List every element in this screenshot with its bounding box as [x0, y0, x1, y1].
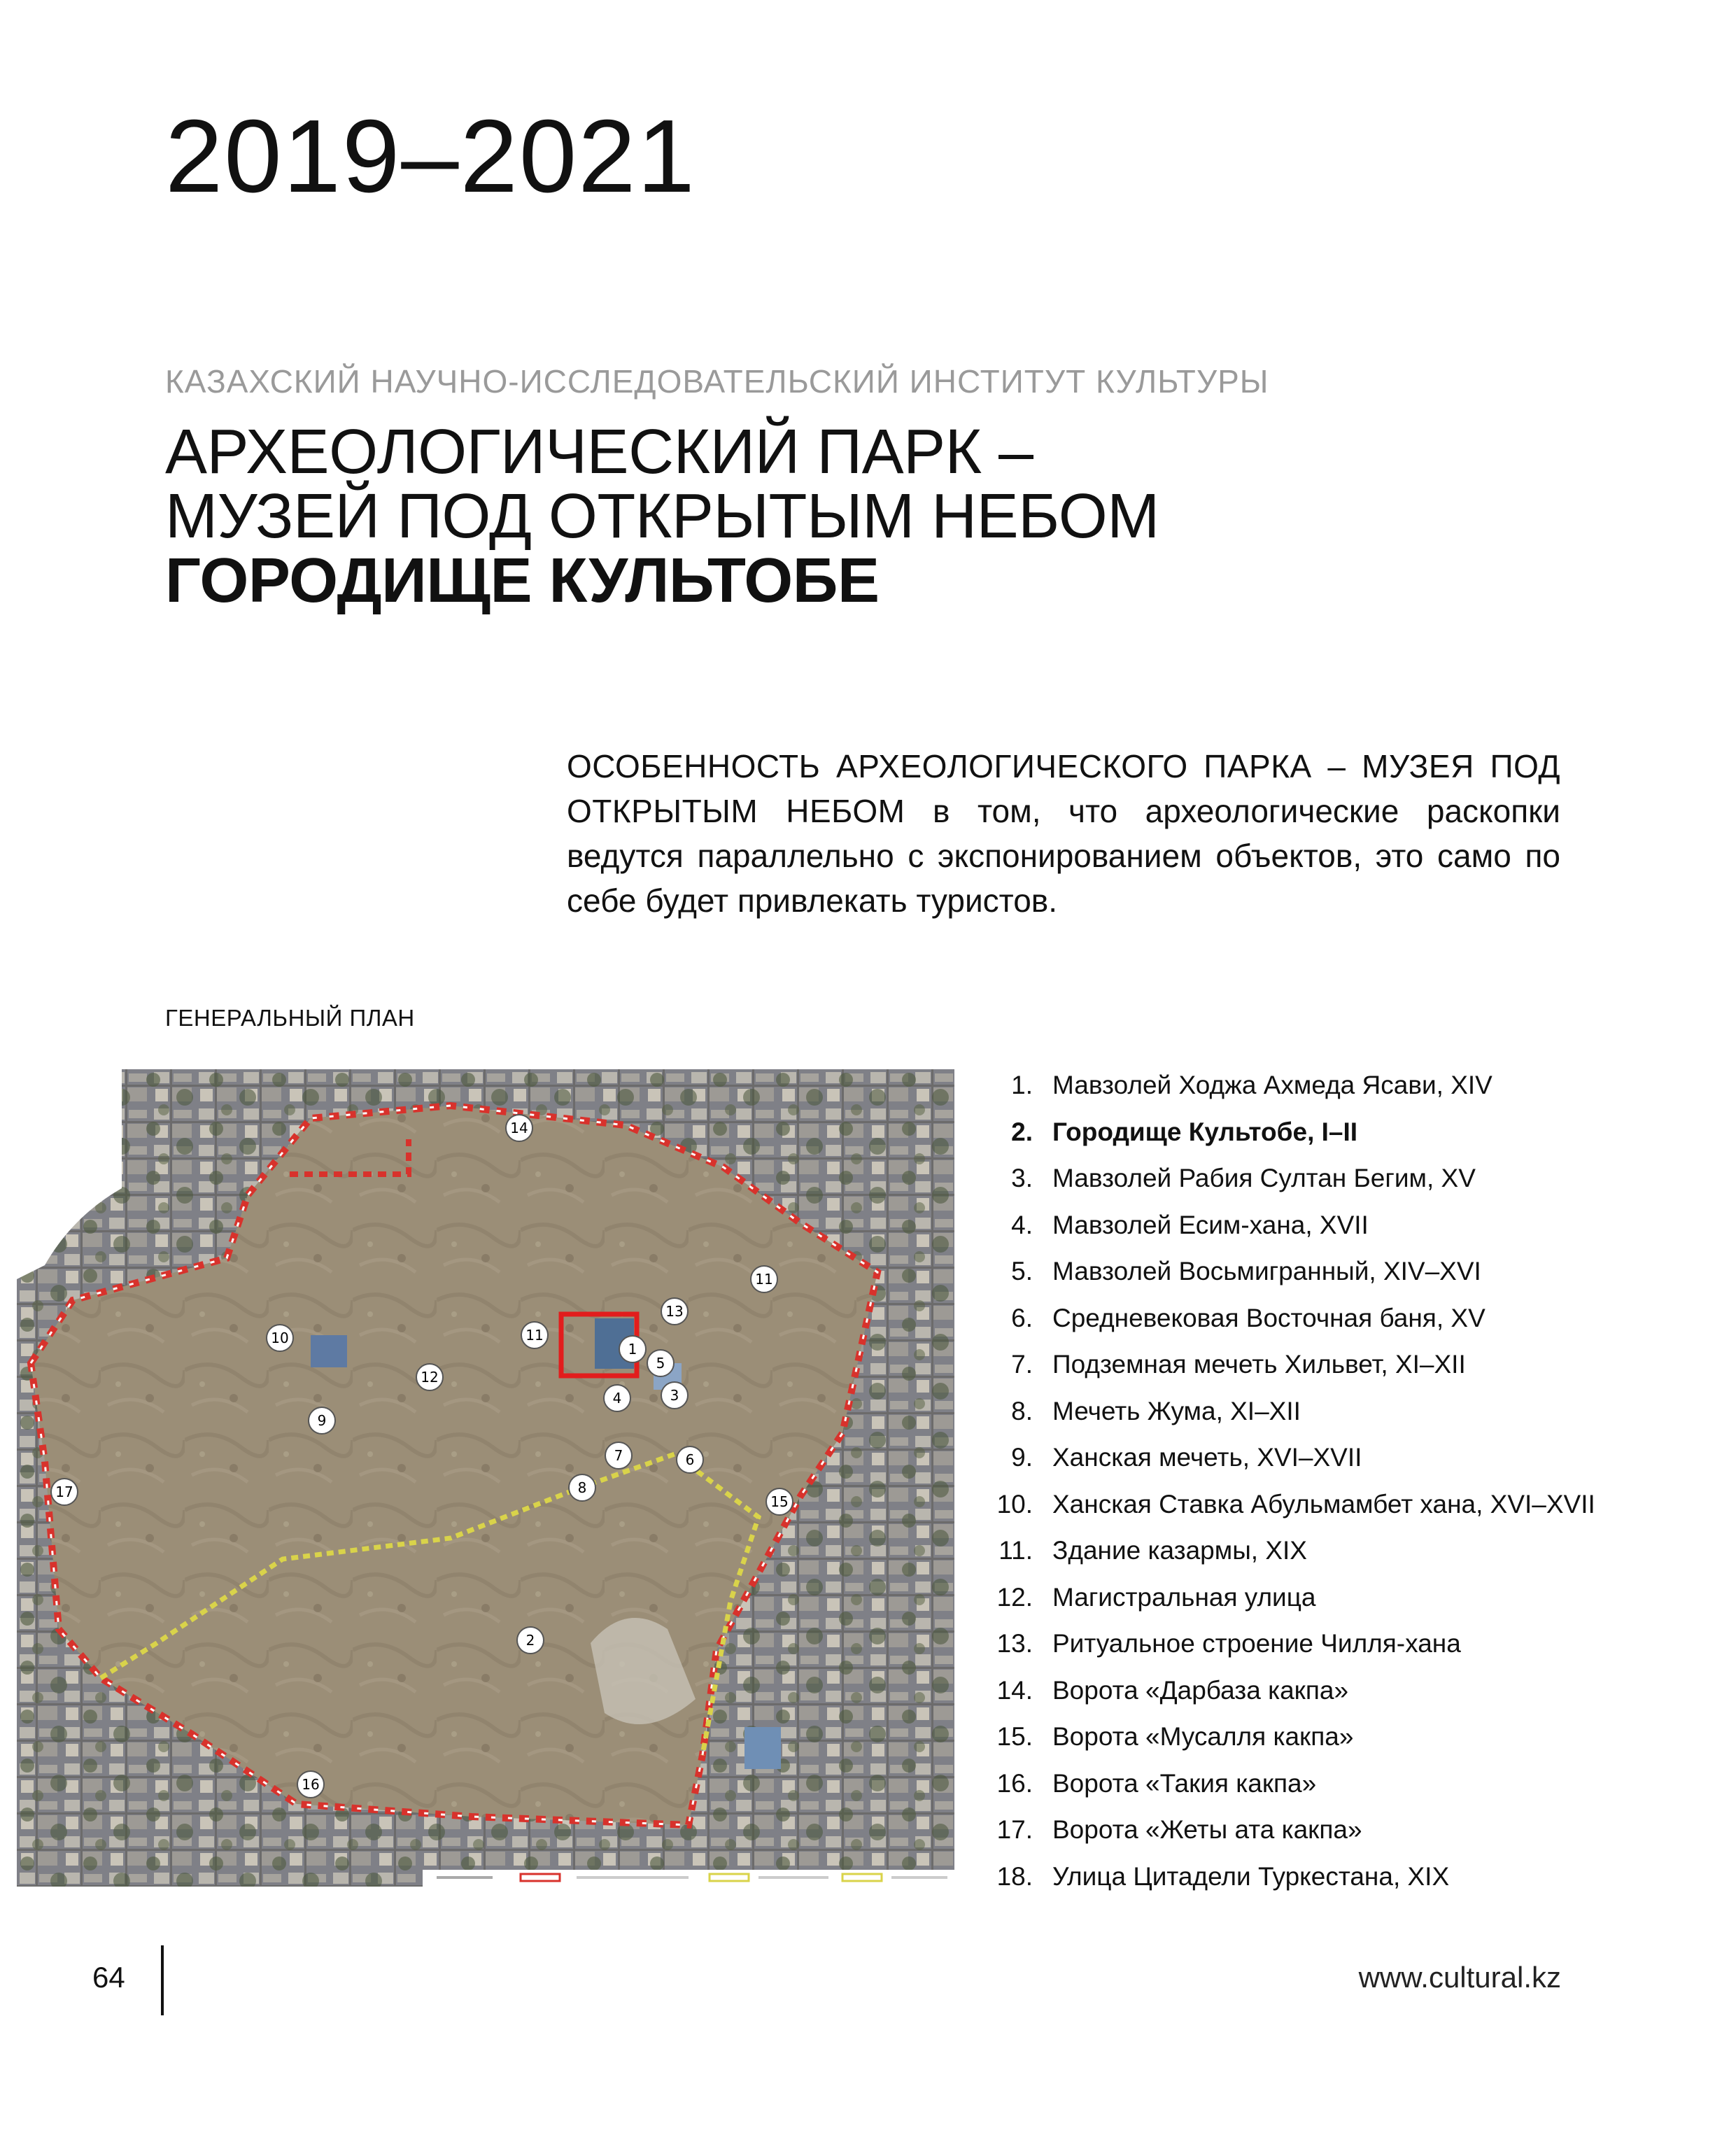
legend-num: 5. [1011, 1257, 1033, 1285]
marker-8[interactable] [569, 1474, 595, 1501]
legend-label: Улица Цитадели Туркестана, XIX [1052, 1861, 1450, 1891]
marker-17[interactable] [51, 1479, 78, 1505]
legend-num: 6. [1011, 1303, 1033, 1332]
marker-17-label: 17 [55, 1484, 73, 1500]
legend-item [982, 1574, 1595, 1621]
legend-num: 17. [996, 1815, 1033, 1844]
marker-11a[interactable] [751, 1266, 777, 1292]
lead-text: в том, что археологические раскопки ведутся параллельно с экспонированием объектов, это само по себе будет привлекать туристов. [567, 793, 1560, 919]
legend-item [982, 1854, 1595, 1901]
legend-label: Ханская мечеть, XVI–XVII [1052, 1443, 1362, 1472]
legend-label: Подземная мечеть Хильвет, XI–XII [1052, 1350, 1466, 1379]
article-title [165, 417, 1159, 616]
legend-num: 13. [996, 1629, 1033, 1658]
marker-2-label: 2 [525, 1632, 535, 1649]
legend-item [982, 1202, 1595, 1249]
marker-5-label: 5 [656, 1355, 665, 1372]
marker-1[interactable] [619, 1336, 646, 1362]
legend-label: Средневековая Восточная баня, XV [1052, 1303, 1486, 1332]
marker-9[interactable] [309, 1407, 335, 1434]
legend-num: 2. [1011, 1117, 1033, 1146]
legend-item [982, 1295, 1595, 1342]
legend-num: 16. [996, 1768, 1033, 1798]
marker-15-label: 15 [770, 1493, 789, 1510]
marker-3-label: 3 [670, 1387, 679, 1404]
legend-label: Ворота «Мусалля какпа» [1052, 1722, 1354, 1751]
legend-item [982, 1388, 1595, 1435]
legend-label: Ворота «Жеты ата какпа» [1052, 1815, 1362, 1844]
legend-num: 1. [1011, 1071, 1033, 1099]
legend-num: 8. [1011, 1396, 1033, 1425]
legend-item [982, 1062, 1595, 1109]
title-line-2: МУЗЕЙ ПОД ОТКРЫТЫМ НЕБОМ [165, 481, 1159, 551]
legend-item [982, 1714, 1595, 1761]
legend-item [982, 1435, 1595, 1481]
marker-8-label: 8 [577, 1479, 587, 1496]
marker-6-label: 6 [685, 1451, 695, 1468]
legend-item [982, 1341, 1595, 1388]
lead-caps: ОСОБЕННОСТЬ АРХЕОЛОГИЧЕСКОГО ПАРКА – МУЗЕЯ ПОД ОТКРЫТЫМ НЕБОМ [567, 748, 1560, 829]
legend-label: Мавзолей Ходжа Ахмеда Ясави, XIV [1052, 1071, 1492, 1099]
marker-13-label: 13 [665, 1303, 684, 1320]
marker-1-label: 1 [628, 1341, 637, 1358]
legend-num: 9. [1011, 1443, 1033, 1472]
plan-caption: ГЕНЕРАЛЬНЫЙ ПЛАН [165, 1005, 415, 1031]
marker-13[interactable] [661, 1298, 688, 1325]
marker-2[interactable] [517, 1627, 544, 1654]
legend-num: 11. [998, 1536, 1033, 1565]
legend-label: Мечеть Жума, XI–XII [1052, 1396, 1301, 1425]
marker-7[interactable] [605, 1442, 632, 1469]
marker-11a-label: 11 [755, 1271, 773, 1288]
marker-12-label: 12 [421, 1369, 439, 1386]
legend-item [982, 1528, 1595, 1574]
legend-num: 10. [996, 1489, 1033, 1519]
map-key-strip [423, 1870, 954, 1887]
marker-16[interactable] [297, 1771, 324, 1798]
master-plan-map [17, 1069, 954, 1887]
legend-label: Ворота «Дарбаза какпа» [1052, 1675, 1349, 1705]
legend-num: 3. [1011, 1164, 1033, 1192]
legend-item [982, 1761, 1595, 1808]
legend-label: Здание казармы, XIX [1052, 1536, 1307, 1565]
legend-item [982, 1807, 1595, 1854]
legend-item [982, 1481, 1595, 1528]
legend-label: Мавзолей Есим-хана, XVII [1052, 1210, 1369, 1239]
marker-11b-label: 11 [525, 1327, 544, 1344]
title-line-3: ГОРОДИЩЕ КУЛЬТОБЕ [165, 546, 880, 616]
legend-item [982, 1109, 1595, 1156]
page-number: 64 [92, 1961, 125, 1994]
website-link[interactable]: www.cultural.kz [1358, 1961, 1561, 1994]
marker-14[interactable] [506, 1115, 532, 1141]
marker-3[interactable] [661, 1382, 688, 1409]
legend-label: Мавзолей Восьмигранный, XIV–XVI [1052, 1257, 1481, 1285]
marker-14-label: 14 [510, 1120, 528, 1136]
legend-label: Магистральная улица [1052, 1582, 1316, 1612]
legend-num: 12. [996, 1582, 1033, 1612]
marker-7-label: 7 [614, 1447, 623, 1464]
legend-label: Мавзолей Рабия Султан Бегим, XV [1052, 1164, 1476, 1192]
years-heading: 2019–2021 [165, 99, 696, 214]
footer-divider [161, 1945, 164, 2015]
legend-num: 15. [996, 1722, 1033, 1751]
legend-item [982, 1668, 1595, 1714]
legend-item [982, 1248, 1595, 1295]
legend-num: 4. [1011, 1210, 1033, 1239]
legend-label: Городище Культобе, I–II [1052, 1117, 1358, 1146]
legend-label: Ворота «Такия какпа» [1052, 1768, 1317, 1798]
lead-paragraph [567, 744, 1560, 923]
plan-legend [982, 1062, 1595, 1900]
legend-num: 14. [996, 1675, 1033, 1705]
legend-num: 18. [996, 1861, 1033, 1891]
legend-label: Ханская Ставка Абульмамбет хана, XVI–XVII [1052, 1489, 1595, 1519]
institute-name: КАЗАХСКИЙ НАУЧНО-ИССЛЕДОВАТЕЛЬСКИЙ ИНСТИТУТ КУЛЬТУРЫ [165, 363, 1269, 400]
legend-num: 7. [1011, 1350, 1033, 1379]
marker-4[interactable] [604, 1385, 630, 1411]
legend-label: Ритуальное строение Чилля-хана [1052, 1629, 1461, 1658]
marker-4-label: 4 [612, 1390, 622, 1407]
legend-item [982, 1621, 1595, 1668]
marker-12[interactable] [416, 1364, 443, 1390]
marker-5[interactable] [647, 1350, 674, 1376]
marker-10[interactable] [267, 1325, 293, 1351]
marker-15[interactable] [766, 1488, 793, 1515]
marker-6[interactable] [677, 1446, 703, 1473]
marker-9-label: 9 [317, 1412, 327, 1429]
legend-item [982, 1155, 1595, 1202]
marker-10-label: 10 [271, 1330, 289, 1346]
marker-16-label: 16 [302, 1776, 320, 1793]
marker-11b[interactable] [521, 1322, 548, 1348]
title-line-1: АРХЕОЛОГИЧЕСКИЙ ПАРК – [165, 417, 1033, 487]
